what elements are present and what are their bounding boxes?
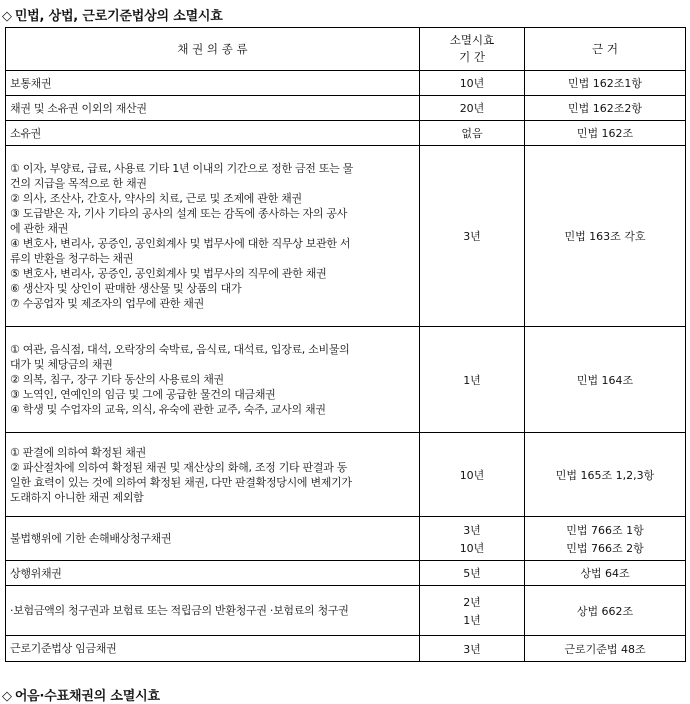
cell-basis: [525, 121, 686, 146]
section-heading-civil-commercial-labor: [2, 5, 223, 24]
type-line: ⑥ 생산자 및 상인이 판매한 생산물 및 상품의 대가: [10, 282, 242, 295]
cell-basis: [525, 433, 686, 517]
header-period-line: 소멸시효: [449, 33, 495, 47]
type-line: ① 여관, 음식점, 대석, 오락장의 숙박료, 음식료, 대석료, 입장료, 소비물의: [10, 343, 350, 356]
cell-period: [420, 327, 525, 433]
basis-value: 민법 162조1항: [568, 77, 642, 90]
header-basis: 근 거: [525, 28, 686, 71]
type-line: 건의 지급을 목적으로 한 채권: [10, 177, 147, 190]
cell-type: [6, 561, 420, 586]
table-row: [6, 517, 686, 561]
diamond-bullet-icon: ◇: [2, 689, 12, 704]
table-row: [6, 327, 686, 433]
period-value: 1년: [463, 613, 481, 627]
type-line: 소유권: [10, 126, 41, 140]
type-line: 상행위채권: [10, 566, 62, 580]
cell-type: [6, 71, 420, 96]
type-line: ② 의복, 침구, 장구 기타 동산의 사용료의 채권: [10, 373, 224, 386]
diamond-bullet-icon: ◇: [2, 9, 12, 24]
type-line: 도래하지 아니한 채권 제외함: [10, 490, 144, 504]
basis-value: 민법 163조 각호: [564, 230, 646, 243]
basis-value: 상법 662조: [576, 604, 634, 618]
table-row: [6, 71, 686, 96]
type-line: 불법행위에 기한 손해배상청구채권: [10, 532, 172, 545]
table-row: [6, 636, 686, 662]
cell-period: [420, 96, 525, 121]
header-period: [420, 28, 525, 71]
table-row: [6, 96, 686, 121]
basis-value: 근로기준법 48조: [564, 642, 646, 656]
basis-value: 민법 164조: [576, 373, 634, 387]
cell-basis: [525, 71, 686, 96]
type-line: ③ 노역인, 연예인의 임금 및 그에 공급한 물건의 대금채권: [10, 388, 276, 401]
basis-value: 상법 64조: [580, 567, 630, 580]
type-line: 채권 및 소유권 이외의 재산권: [10, 101, 147, 115]
basis-value: 민법 165조 1,2,3항: [555, 468, 655, 482]
table-row: [6, 433, 686, 517]
type-line: ② 파산절차에 의하여 확정된 채권 및 재산상의 화해, 조정 기타 판결과 동: [10, 460, 348, 474]
header-period-line: 기 간: [459, 50, 485, 64]
period-value: 2년: [463, 595, 481, 609]
header-type: 채 권 의 종 류: [6, 28, 420, 71]
period-value: 3년: [463, 523, 481, 537]
cell-basis: [525, 636, 686, 662]
period-value: 10년: [459, 468, 485, 482]
type-line: 에 관한 채권: [10, 222, 69, 235]
period-value: 3년: [463, 642, 481, 656]
type-line: 보통채권: [10, 76, 52, 90]
period-value: 1년: [463, 373, 481, 387]
section-heading-text: 어음·수표채권의 소멸시효: [14, 689, 160, 704]
cell-period: [420, 586, 525, 636]
cell-type: [6, 586, 420, 636]
period-value: 5년: [463, 567, 481, 580]
basis-value: 민법 766조 2항: [566, 541, 644, 555]
cell-type: [6, 327, 420, 433]
cell-period: [420, 561, 525, 586]
cell-basis: [525, 561, 686, 586]
cell-type: [6, 96, 420, 121]
cell-period: [420, 71, 525, 96]
period-value: 10년: [459, 77, 485, 90]
type-line: 일한 효력이 있는 것에 의하여 확정된 채권, 다만 판결확정당시에 변제기가: [10, 475, 352, 489]
type-line: ④ 변호사, 변리사, 공증인, 공인회계사 및 법무사에 대한 직무상 보관한 서: [10, 237, 351, 250]
table-row: [6, 121, 686, 146]
cell-period: [420, 146, 525, 327]
type-line: ④ 학생 및 수업자의 교육, 의식, 유숙에 관한 교주, 숙주, 교사의 채권: [10, 403, 326, 416]
cell-period: [420, 517, 525, 561]
period-value: 없음: [461, 127, 483, 140]
cell-type: [6, 146, 420, 327]
table-row: [6, 146, 686, 327]
type-line: 근로기준법상 임금채권: [10, 642, 117, 655]
cell-type: [6, 517, 420, 561]
period-value: 10년: [459, 541, 485, 555]
type-line: ② 의사, 조산사, 간호사, 약사의 치료, 근로 및 조제에 관한 채권: [10, 192, 302, 205]
table-row: [6, 561, 686, 586]
cell-basis: [525, 96, 686, 121]
cell-type: [6, 433, 420, 517]
type-line: ① 판결에 의하여 확정된 채권: [10, 445, 146, 459]
cell-basis: [525, 146, 686, 327]
type-line: ③ 도급받은 자, 기사 기타의 공사의 설계 또는 감독에 종사하는 자의 공사: [10, 207, 348, 220]
period-value: 20년: [459, 102, 485, 115]
cell-period: [420, 121, 525, 146]
cell-basis: [525, 517, 686, 561]
cell-period: [420, 636, 525, 662]
type-line: ·보험금액의 청구권과 보험료 또는 적립금의 반환청구권 ·보험료의 청구권: [10, 604, 349, 617]
prescription-table: [5, 27, 686, 662]
table-header-row: [6, 28, 686, 71]
section-heading-text: 민법, 상법, 근로기준법상의 소멸시효: [14, 9, 223, 24]
type-line: 대가 및 체당금의 채권: [10, 358, 113, 371]
type-line: ⑦ 수공업자 및 제조자의 업무에 관한 채권: [10, 297, 204, 310]
table-row: [6, 586, 686, 636]
section-heading-bills-checks: [2, 685, 160, 704]
cell-basis: [525, 327, 686, 433]
cell-basis: [525, 586, 686, 636]
basis-value: 민법 766조 1항: [566, 523, 644, 537]
cell-period: [420, 433, 525, 517]
cell-type: [6, 636, 420, 662]
type-line: ① 이자, 부양료, 급료, 사용료 기타 1년 이내의 기간으로 정한 금전 또는 물: [10, 162, 354, 175]
type-line: ⑤ 변호사, 변리사, 공증인, 공인회계사 및 법무사의 직무에 관한 채권: [10, 267, 327, 280]
type-line: 류의 반환을 청구하는 채권: [10, 252, 134, 265]
cell-type: [6, 121, 420, 146]
basis-value: 민법 162조2항: [568, 102, 642, 115]
period-value: 3년: [463, 230, 481, 243]
basis-value: 민법 162조: [576, 127, 634, 140]
